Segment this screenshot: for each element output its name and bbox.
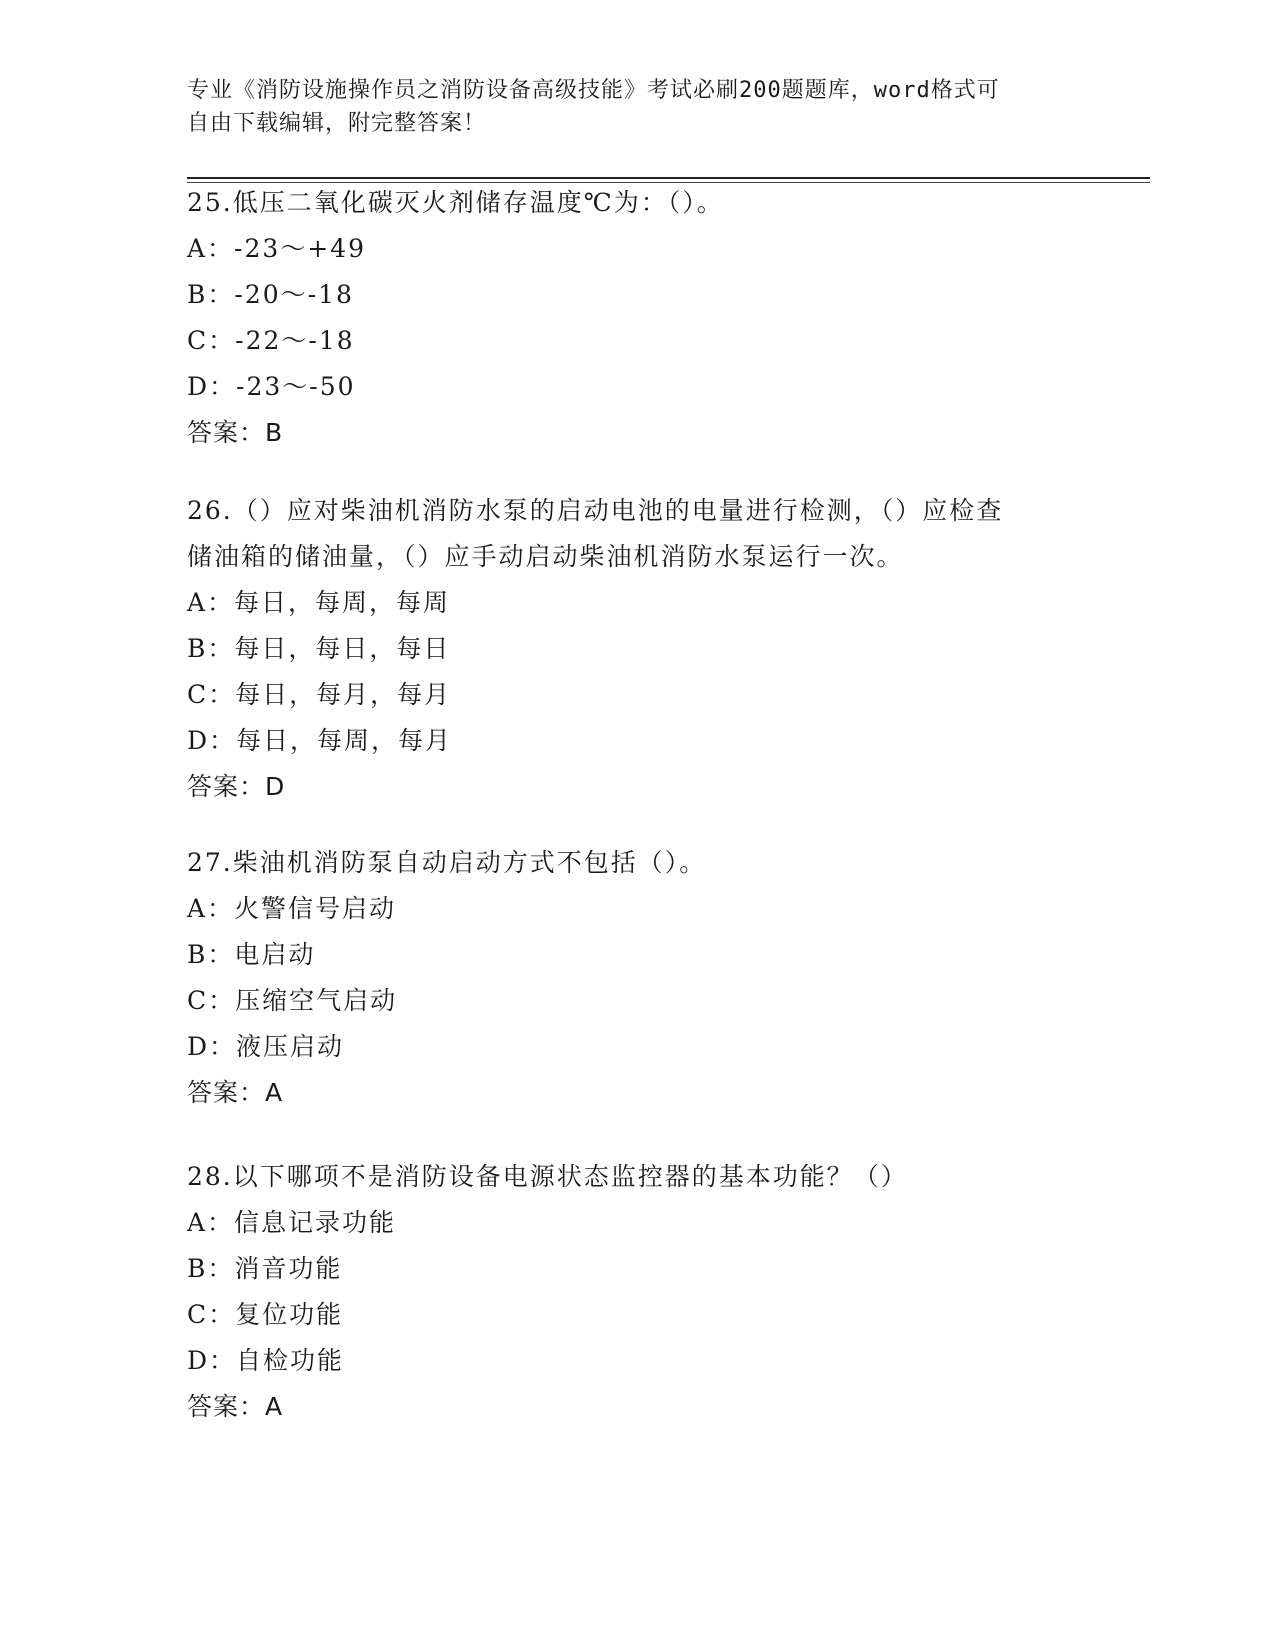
- option-a: A：每日，每周，每周: [187, 588, 451, 617]
- question-stem-continued: 储油箱的储油量，（）应手动启动柴油机消防水泵运行一次。: [187, 542, 904, 571]
- option-c: C：复位功能: [187, 1300, 344, 1329]
- option-b: B：每日，每日，每日: [187, 634, 451, 663]
- answer-label: 答案：A: [187, 1078, 284, 1107]
- option-d: D：液压启动: [187, 1032, 345, 1061]
- document-header: [187, 74, 1077, 140]
- option-a: A：信息记录功能: [187, 1208, 397, 1237]
- option-a: A：-23～+49: [187, 234, 367, 263]
- answer-label: 答案：A: [187, 1392, 284, 1421]
- option-d: D：每日，每周，每月: [187, 726, 453, 755]
- question-stem: 27.柴油机消防泵自动启动方式不包括（）。: [187, 848, 707, 877]
- option-c: C：压缩空气启动: [187, 986, 398, 1015]
- header-divider-thick: [187, 177, 1150, 179]
- question-stem: 26.（）应对柴油机消防水泵的启动电池的电量进行检测，（）应检查: [187, 496, 1004, 525]
- option-d: D：-23～-50: [187, 372, 356, 401]
- option-b: B：-20～-18: [187, 280, 354, 309]
- question-stem: 28.以下哪项不是消防设备电源状态监控器的基本功能？（）: [187, 1162, 908, 1191]
- question-25: [187, 180, 1107, 456]
- header-line-2: 自由下载编辑，附完整答案！: [187, 111, 487, 136]
- option-b: B：消音功能: [187, 1254, 343, 1283]
- option-c: C：每日，每月，每月: [187, 680, 452, 709]
- option-d: D：自检功能: [187, 1346, 345, 1375]
- question-26: [187, 488, 1107, 810]
- option-b: B：电启动: [187, 940, 316, 969]
- option-a: A：火警信号启动: [187, 894, 397, 923]
- answer-label: 答案：B: [187, 418, 284, 447]
- question-28: [187, 1154, 1107, 1430]
- question-27: [187, 840, 1107, 1116]
- header-line-1: 专业《消防设施操作员之消防设备高级技能》考试必刷200题题库，word格式可: [187, 78, 1000, 103]
- option-c: C：-22～-18: [187, 326, 355, 355]
- answer-label: 答案：D: [187, 772, 286, 801]
- question-stem: 25.低压二氧化碳灭火剂储存温度℃为：（）。: [187, 188, 724, 217]
